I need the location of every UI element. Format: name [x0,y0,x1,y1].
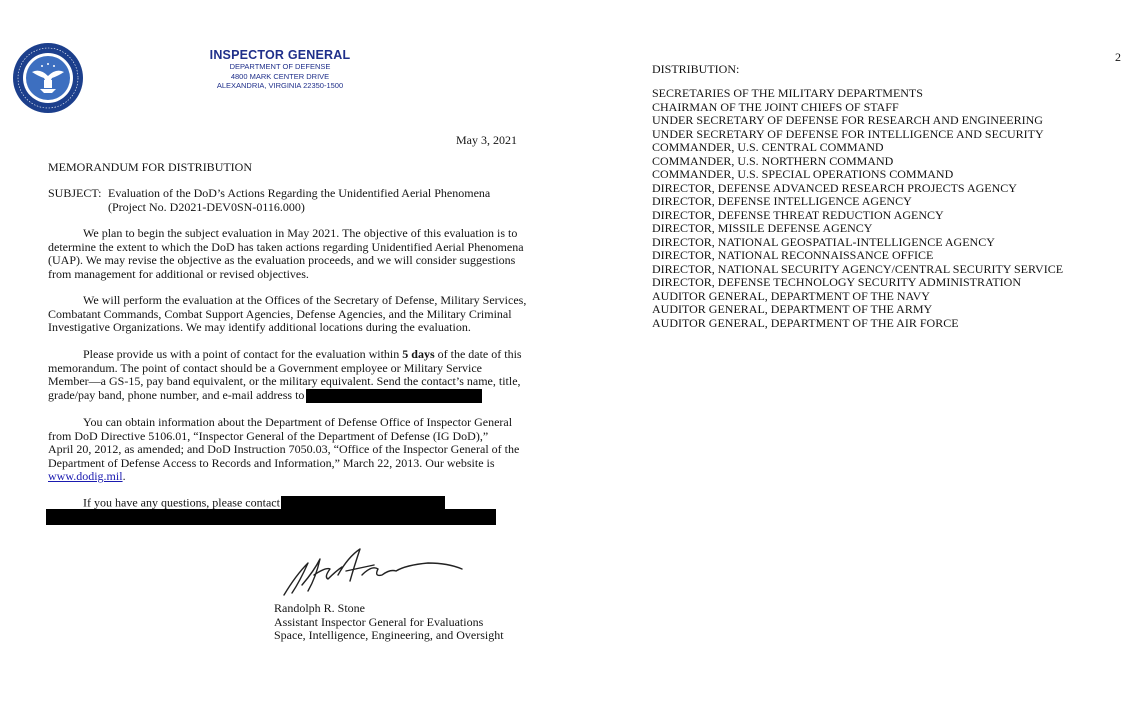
paragraph-line: determine the extent to which the DoD has taken actions regarding Unidentified Aerial Phenomena [48,239,524,254]
memo-page-2 [560,0,1142,723]
questions-text: If you have any questions, please contact [83,495,280,510]
paragraph-line [48,347,522,362]
signer-title: Assistant Inspector General for Evaluations [274,614,484,629]
distribution-item: COMMANDER, U.S. SPECIAL OPERATIONS COMMAND [652,167,954,181]
paragraph-line: from management for additional or revised objectives. [48,266,309,281]
poc-text-after: of the date of this [434,347,522,361]
paragraph-line: We plan to begin the subject evaluation in May 2021. The objective of this evaluation is to [83,226,518,240]
distribution-item: DIRECTOR, DEFENSE INTELLIGENCE AGENCY [652,194,912,208]
paragraph-line: You can obtain information about the Department of Defense Office of Inspector General [83,415,513,429]
redaction-email [306,389,482,403]
paragraph-references [48,416,518,484]
paragraph-line: Department of Defense Access to Records and Information,” March 22, 2013. Our website is [48,455,495,470]
paragraph-line [48,470,518,484]
distribution-item: DIRECTOR, NATIONAL SECURITY AGENCY/CENTRAL SECURITY SERVICE [652,261,1064,276]
paragraph-line: memorandum. The point of contact should be a Government employee or Military Service [48,360,482,375]
poc-deadline: 5 days [402,347,435,361]
distribution-item: AUDITOR GENERAL, DEPARTMENT OF THE ARMY [652,302,933,316]
paragraph-line: Combatant Commands, Combat Support Agencies, Defense Agencies, and the Military Criminal [48,306,512,321]
memo-addressee: MEMORANDUM FOR DISTRIBUTION [48,160,253,174]
paragraph-objective [48,226,524,281]
handwritten-signature [278,545,468,600]
subject-label: SUBJECT: [48,186,102,200]
distribution-item: DIRECTOR, DEFENSE ADVANCED RESEARCH PROJECTS AGENCY [652,180,1017,195]
distribution-item: DIRECTOR, DEFENSE TECHNOLOGY SECURITY ADMINISTRATION [652,275,1022,289]
distribution-item: COMMANDER, U.S. CENTRAL COMMAND [652,140,884,154]
distribution-item: AUDITOR GENERAL, DEPARTMENT OF THE AIR FORCE [652,315,959,330]
subject-project-number: (Project No. D2021-DEV0SN-0116.000) [108,199,305,214]
website-link[interactable]: www.dodig.mil [48,469,123,484]
letterhead-title: INSPECTOR GENERAL [209,48,351,62]
page-number: 2 [1115,50,1121,64]
distribution-item: DIRECTOR, NATIONAL RECONNAISSANCE OFFICE [652,248,934,262]
distribution-item: DIRECTOR, DEFENSE THREAT REDUCTION AGENCY [652,207,944,222]
letterhead-department: DEPARTMENT OF DEFENSE [229,62,331,71]
paragraph-line [48,389,518,403]
distribution-item: SECRETARIES OF THE MILITARY DEPARTMENTS [652,86,923,100]
distribution-item: DIRECTOR, MISSILE DEFENSE AGENCY [652,221,873,235]
distribution-list [652,87,1063,330]
paragraph-line: We will perform the evaluation at the Offices of the Secretary of Defense, Military Services, [83,293,527,307]
subject-block [48,187,528,214]
signer-office: Space, Intelligence, Engineering, and Oversight [274,628,504,643]
paragraph-locations [48,293,527,335]
paragraph-point-of-contact [48,347,522,403]
paragraph-line: from DoD Directive 5106.01, “Inspector General of the Department of Defense (IG DoD),” [48,428,489,443]
distribution-item: AUDITOR GENERAL, DEPARTMENT OF THE NAVY [652,288,930,303]
distribution-item: DIRECTOR, NATIONAL GEOSPATIAL-INTELLIGENCE AGENCY [652,234,995,249]
subject-line-1: Evaluation of the DoD’s Actions Regarding the Unidentified Aerial Phenomena [108,186,491,200]
letterhead-address-line-2: ALEXANDRIA, VIRGINIA 22350-1500 [216,81,344,90]
distribution-item: CHAIRMAN OF THE JOINT CHIEFS OF STAFF [652,99,899,114]
paragraph-line: Member—a GS-15, pay band equivalent, or the military equivalent. Send the contact’s name, title, [48,374,521,389]
paragraph-line: Investigative Organizations. We may identify additional locations during the evaluation. [48,320,471,335]
paragraph-line: April 20, 2012, as amended; and DoD Instruction 7050.03, “Office of the Inspector General of the [48,442,520,457]
distribution-item: UNDER SECRETARY OF DEFENSE FOR INTELLIGENCE AND SECURITY [652,126,1044,141]
letterhead-address-line-1: 4800 MARK CENTER DRIVE [230,71,330,81]
memo-date: May 3, 2021 [456,133,517,147]
dod-seal-icon [12,42,84,114]
signature-block [274,602,504,643]
memo-page-1 [0,0,560,723]
signer-name: Randolph R. Stone [274,601,366,615]
distribution-title: DISTRIBUTION: [652,62,740,76]
poc-text-before: Please provide us with a point of contact for the evaluation within [83,347,403,361]
website-period: . [122,469,126,484]
paragraph-line: (UAP). We may revise the objective as the evaluation proceeds, and we will consider suggestions [48,253,516,268]
poc-email-text: grade/pay band, phone number, and e-mail address to [48,387,305,402]
distribution-item: COMMANDER, U.S. NORTHERN COMMAND [652,153,894,168]
redaction-contact-details [46,509,496,525]
letterhead [190,48,370,91]
distribution-item: UNDER SECRETARY OF DEFENSE FOR RESEARCH AND ENGINEERING [652,113,1043,127]
